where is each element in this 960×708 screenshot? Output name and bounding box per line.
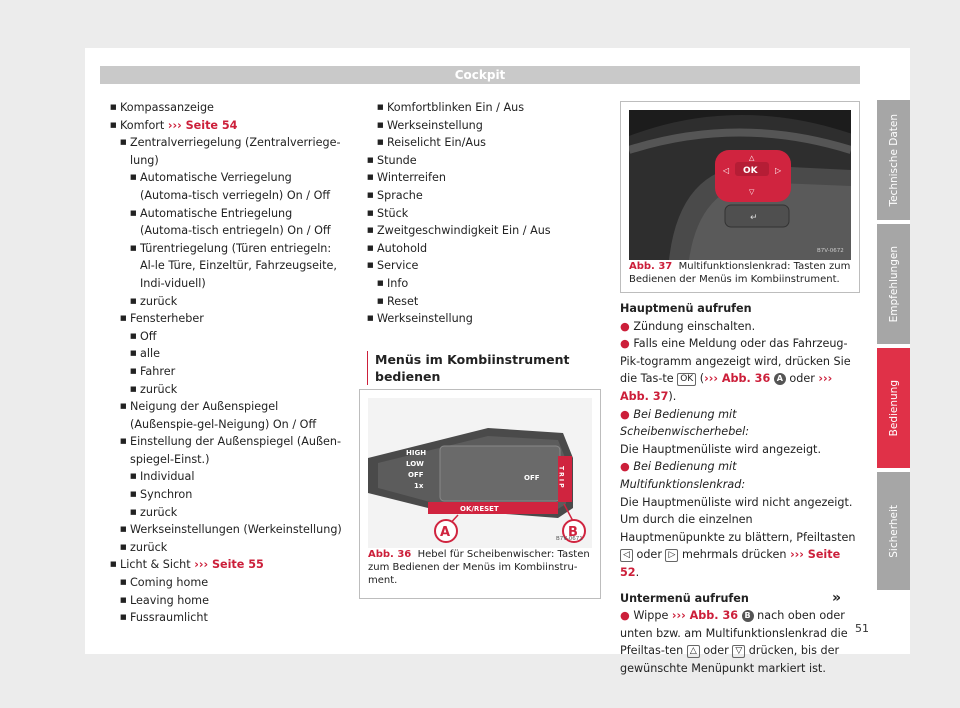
menu-list-item: ■ Automatische Entriegelung (Automa-tisch entriegeln) On / Off: [130, 205, 342, 240]
continue-arrow-icon: »: [832, 590, 842, 606]
left-arrow-icon: ◁: [723, 166, 730, 175]
wiper-lever-illustration: [368, 398, 592, 548]
page-reference-link[interactable]: ››› Seite 55: [194, 558, 264, 572]
caption-text: Multifunktionslenkrad: Tasten zum Bedienen der Menüs im Kombiinstrument.: [629, 261, 851, 285]
tab-technische-daten[interactable]: Technische Daten: [877, 100, 910, 220]
menu-list-item: ■ Einstellung der Außenspiegel (Außen-spiegel-Einst.): [120, 433, 342, 468]
right-arrow-icon: ▷: [775, 166, 782, 175]
figure-37-caption: [629, 260, 851, 286]
menu-list-item: ■ Werkseinstellung: [367, 310, 599, 328]
step-rocker: ● Wippe ››› Abb. 36 B nach oben oder unten bzw. am Multifunktionslenkrad die Pfeiltas-ten △ oder ▽ drücken, bis der gewünschte Menüpunkt markiert ist.: [620, 609, 848, 675]
step-ignition: ● Zündung einschalten.: [620, 319, 756, 333]
figure-code: B7V-0672: [817, 248, 844, 254]
step-ok-key: ● Falls eine Meldung oder das Fahrzeug-Pik-togramm angezeigt wird, drücken Sie die Tas-te OK (››› Abb. 36 A oder ››› Abb. 37).: [620, 337, 851, 403]
label-off: OFF: [408, 471, 424, 479]
menu-list-item: ■ Werkseinstellungen (Werkeinstellung): [120, 521, 342, 539]
up-arrow-key-icon: △: [687, 645, 700, 658]
page-reference-link[interactable]: ››› Seite 54: [167, 118, 238, 132]
xref-seite-52[interactable]: ››› Seite 52: [620, 548, 841, 579]
menu-list-item: ■ zurück: [130, 293, 342, 311]
menu-list-item: ■ Werkseinstellung: [377, 117, 599, 135]
step-mfl: ● Bei Bedienung mit Multifunktionslenkrad: Die Hauptmenüliste wird nicht angezeigt. Um durch die einzelnen Hauptmenüpunkte zu blättern, Pfeiltasten ◁ oder ▷ mehrmals drücken ››› Seite 52.: [620, 460, 856, 579]
right-arrow-key-icon: ▷: [665, 549, 678, 562]
label-high: HIGH: [406, 449, 427, 457]
menu-list-item: ■ Stunde: [367, 152, 599, 170]
menu-list-item: ■ Stück: [367, 205, 599, 223]
up-arrow-icon: △: [749, 154, 755, 162]
menu-list-item: ■ Kompassanzeige: [110, 99, 342, 117]
label-ok-reset: OK/RESET: [460, 505, 499, 513]
menu-list-item: ■ Komfortblinken Ein / Aus: [377, 99, 599, 117]
menu-list-item: ■ Coming home: [120, 574, 342, 592]
menu-list-item: ■ Leaving home: [120, 592, 342, 610]
menu-list-column-1: [110, 99, 342, 627]
left-arrow-key-icon: ◁: [620, 549, 633, 562]
menu-list-item: ■ Service: [367, 257, 599, 275]
heading-submenu: Untermenü aufrufen: [620, 591, 749, 605]
figure-36-caption: [368, 548, 592, 587]
menu-list-item: ■ Fensterheber: [120, 310, 342, 328]
menu-list-item: ■ Autohold: [367, 240, 599, 258]
menu-list-item: ■ Komfort ››› Seite 54: [110, 117, 342, 135]
menu-list-item: ■ Neigung der Außenspiegel (Außenspie-gel-Neigung) On / Off: [120, 398, 342, 433]
label-off-2: OFF: [524, 474, 540, 482]
ok-button-label: OK: [743, 166, 758, 176]
menu-list-item: ■ zurück: [120, 539, 342, 557]
section-title: Menüs im Kombiinstrument bedienen: [367, 351, 599, 385]
down-arrow-icon: ▽: [749, 188, 755, 196]
caption-number: Abb. 37: [629, 261, 673, 272]
menu-list-item: ■ Türentriegelung (Türen entriegeln: Al-le Türe, Einzeltür, Fahrzeugseite, Indi-viduell): [130, 240, 342, 293]
down-arrow-key-icon: ▽: [732, 645, 745, 658]
xref-abb-36-b[interactable]: ››› Abb. 36: [671, 609, 739, 623]
heading-main-menu: Hauptmenü aufrufen: [620, 302, 752, 315]
ok-key-icon: OK: [677, 373, 696, 386]
menu-list-item: ■ Synchron: [130, 486, 342, 504]
back-icon: ↵: [750, 213, 758, 223]
figure-36: [359, 389, 601, 599]
tab-empfehlungen[interactable]: Empfehlungen: [877, 224, 910, 344]
menu-list-item: ■ Reset: [377, 293, 599, 311]
caption-text: Hebel für Scheibenwischer: Tasten zum Bedienen der Menüs im Kombiinstru-ment.: [368, 549, 590, 586]
menu-list-item: ■ Off: [130, 328, 342, 346]
figure-code: B7V-0671: [556, 536, 583, 542]
menu-list-item: ■ zurück: [130, 381, 342, 399]
menu-list-item: ■ Zweitgeschwindigkeit Ein / Aus: [367, 222, 599, 240]
label-low: LOW: [406, 460, 424, 468]
tab-sicherheit[interactable]: Sicherheit: [877, 472, 910, 590]
instructions-column: [620, 300, 856, 677]
callout-b-icon: B: [742, 610, 754, 622]
menu-list-item: ■ Individual: [130, 468, 342, 486]
label-trip: T R I P: [557, 466, 565, 488]
xref-abb-37[interactable]: ››› Abb. 37: [620, 372, 833, 403]
label-1x: 1x: [414, 482, 424, 490]
menu-list-item: ■ zurück: [130, 504, 342, 522]
menu-list-column-2: [367, 99, 599, 385]
caption-number: Abb. 36: [368, 549, 412, 560]
callout-b-label: B: [568, 525, 578, 540]
menu-list-item: ■ Zentralverriegelung (Zentralverriege-lung): [120, 134, 342, 169]
menu-list-item: ■ Info: [377, 275, 599, 293]
tab-bedienung[interactable]: Bedienung: [877, 348, 910, 468]
menu-list-item: ■ Sprache: [367, 187, 599, 205]
steering-wheel-illustration: [629, 110, 851, 260]
callout-a-icon: A: [774, 373, 786, 385]
menu-list-item: ■ Fahrer: [130, 363, 342, 381]
callout-a-label: A: [440, 525, 451, 540]
page-number: 51: [855, 622, 869, 635]
xref-abb-36[interactable]: ››› Abb. 36: [704, 372, 771, 386]
menu-list-item: ■ alle: [130, 345, 342, 363]
menu-list-item: ■ Licht & Sicht ››› Seite 55: [110, 556, 342, 574]
menu-list-item: ■ Automatische Verriegelung (Automa-tisch verriegeln) On / Off: [130, 169, 342, 204]
figure-37: [620, 101, 860, 293]
menu-list-item: ■ Reiselicht Ein/Aus: [377, 134, 599, 152]
step-lever: ● Bei Bedienung mit Scheibenwischerhebel: Die Hauptmenüliste wird angezeigt.: [620, 407, 821, 456]
menu-list-item: ■ Fussraumlicht: [120, 609, 342, 627]
page-header: Cockpit: [100, 66, 860, 84]
menu-list-item: ■ Winterreifen: [367, 169, 599, 187]
